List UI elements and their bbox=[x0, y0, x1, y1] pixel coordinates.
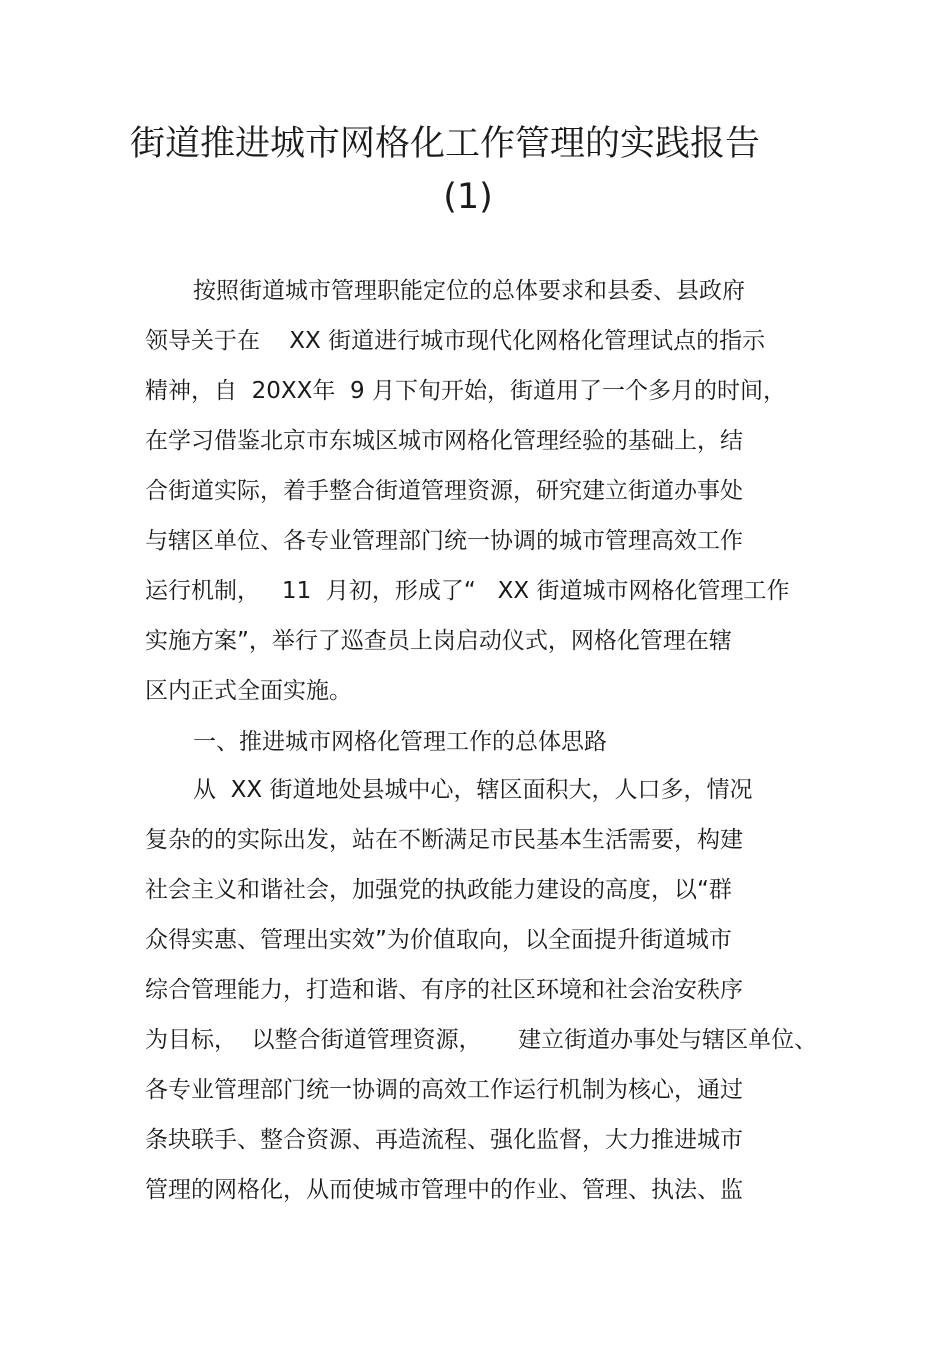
paragraph-line: 为目标， 以整合街道管理资源， 建立街道办事处与辖区单位、 bbox=[145, 1027, 818, 1053]
paragraph-line: 综合管理能力，打造和谐、有序的社区环境和社会治安秩序 bbox=[145, 977, 743, 1003]
paragraph-line: 领导关于在 XX 街道进行城市现代化网格化管理试点的指示 bbox=[145, 328, 766, 354]
paragraph-line: 实施方案”，举行了巡查员上岗启动仪式，网格化管理在辖 bbox=[145, 628, 732, 654]
paragraph-line: 各专业管理部门统一协调的高效工作运行机制为核心，通过 bbox=[145, 1077, 743, 1103]
paragraph-line: 从 XX 街道地处县城中心，辖区面积大，人口多，情况 bbox=[193, 777, 753, 803]
paragraph-line: 社会主义和谐社会，加强党的执政能力建设的高度，以“群 bbox=[145, 877, 732, 903]
paragraph-line: 在学习借鉴北京市东城区城市网格化管理经验的基础上，结 bbox=[145, 428, 743, 454]
paragraph-line: 复杂的的实际出发，站在不断满足市民基本生活需要，构建 bbox=[145, 827, 743, 853]
paragraph-line: 条块联手、整合资源、再造流程、强化监督，大力推进城市 bbox=[145, 1127, 743, 1153]
paragraph-line: 运行机制， 11 月初，形成了“ XX 街道城市网格化管理工作 bbox=[145, 578, 790, 604]
paragraph-line: 管理的网格化，从而使城市管理中的作业、管理、执法、监 bbox=[145, 1177, 743, 1203]
paragraph-line: 与辖区单位、各专业管理部门统一协调的城市管理高效工作 bbox=[145, 528, 743, 554]
paragraph-line: 合街道实际，着手整合街道管理资源，研究建立街道办事处 bbox=[145, 478, 743, 504]
paragraph-line: 区内正式全面实施。 bbox=[145, 678, 352, 704]
document-title: 街道推进城市网格化工作管理的实践报告 bbox=[129, 124, 760, 164]
paragraph-line: 众得实惠、管理出实效”为价值取向，以全面提升街道城市 bbox=[145, 927, 732, 953]
paragraph-line: 精神，自 20XX年 9 月下旬开始，街道用了一个多月的时间， bbox=[145, 378, 786, 404]
paragraph-line: 按照街道城市管理职能定位的总体要求和县委、县政府 bbox=[193, 278, 745, 304]
document-title-suffix: (1) bbox=[443, 177, 493, 217]
section-heading: 一、推进城市网格化管理工作的总体思路 bbox=[193, 729, 607, 755]
